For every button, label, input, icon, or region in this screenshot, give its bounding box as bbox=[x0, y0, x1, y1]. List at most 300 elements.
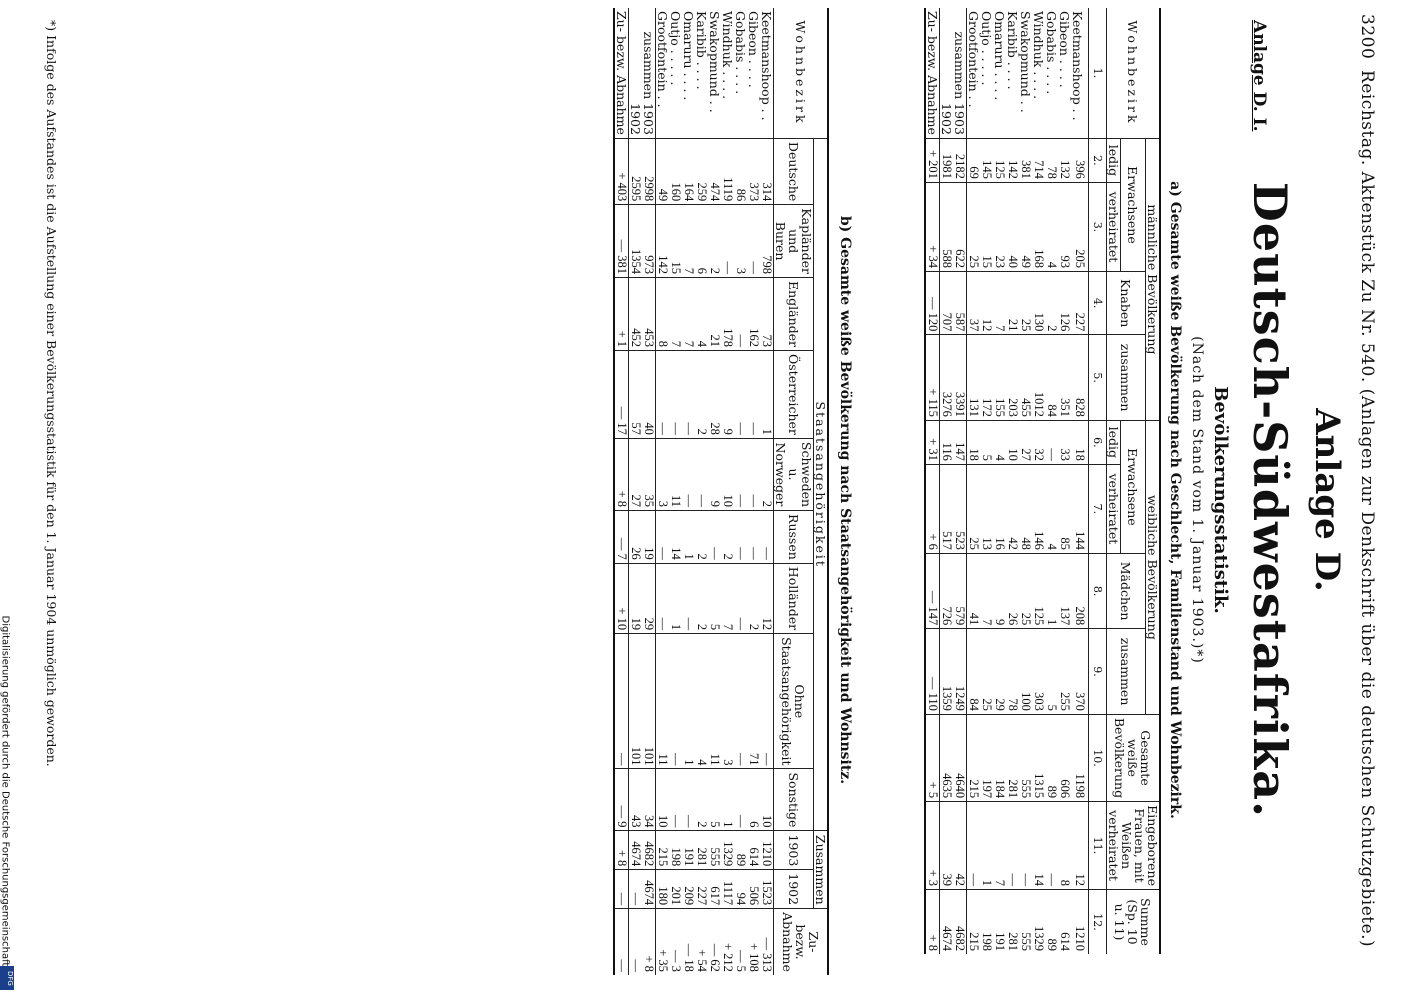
value-cell: — bbox=[656, 511, 670, 564]
annex-title: Anlage D. bbox=[1307, 408, 1347, 592]
value-cell: 26 bbox=[629, 511, 643, 564]
value-cell: — 18 bbox=[682, 909, 695, 975]
value-cell: — bbox=[760, 511, 774, 564]
column-number: 1. bbox=[1089, 8, 1107, 138]
value-cell: 73 bbox=[760, 277, 774, 350]
value-cell: 19 bbox=[642, 511, 656, 564]
value-cell: — 3 bbox=[669, 909, 682, 975]
value-cell: 155 bbox=[993, 335, 1006, 421]
value-cell: 164 bbox=[682, 138, 695, 204]
value-cell: — bbox=[682, 438, 695, 510]
value-cell: — bbox=[1045, 420, 1058, 464]
district-cell: Zu- bezw. Abnahme bbox=[614, 11, 629, 135]
value-cell: 227 bbox=[695, 870, 708, 909]
citizenship-col-header: Holländer bbox=[774, 563, 814, 633]
value-cell: 32 bbox=[1032, 420, 1045, 464]
value-cell: 9 bbox=[993, 553, 1006, 628]
citizenship-col-header: Russen bbox=[774, 511, 814, 564]
value-cell: 714 bbox=[1032, 138, 1045, 182]
value-cell: — 381 bbox=[614, 205, 629, 278]
value-cell: 1198 bbox=[1071, 714, 1089, 801]
value-cell: 7 bbox=[993, 802, 1006, 890]
value-cell: 5 bbox=[708, 769, 721, 831]
district-cell: Zu- bezw. Abnahme bbox=[925, 11, 940, 135]
value-cell: 78 bbox=[1006, 629, 1019, 715]
value-cell: 9 bbox=[721, 351, 734, 439]
value-cell: 8 bbox=[1058, 802, 1071, 890]
value-cell: — bbox=[1019, 802, 1032, 890]
value-cell: 125 bbox=[1032, 553, 1045, 628]
value-cell: 1523 bbox=[760, 870, 774, 909]
value-cell: 137 bbox=[1058, 553, 1071, 628]
value-cell: 94 bbox=[734, 870, 747, 909]
y1903-header: 1903 bbox=[774, 831, 814, 870]
value-cell: — 5 bbox=[734, 909, 747, 975]
value-cell: 3276 bbox=[940, 335, 954, 421]
value-cell: 2 bbox=[695, 563, 708, 633]
value-cell: 2 bbox=[760, 438, 774, 510]
value-cell: 10 bbox=[656, 769, 670, 831]
value-cell: 40 bbox=[1006, 182, 1019, 271]
value-cell: 1012 bbox=[1032, 335, 1045, 421]
value-cell: 4674 bbox=[940, 890, 954, 955]
value-cell: 579 bbox=[953, 553, 967, 628]
value-cell: 11 bbox=[669, 438, 682, 510]
value-cell: 12 bbox=[760, 563, 774, 633]
value-cell: 146 bbox=[1032, 464, 1045, 553]
value-cell: 5 bbox=[708, 563, 721, 633]
district-cell: Omaruru . . . . bbox=[681, 11, 696, 101]
value-cell: 35 bbox=[642, 438, 656, 510]
value-cell: + 8 bbox=[614, 438, 629, 510]
value-cell: — bbox=[629, 870, 643, 909]
female-total-header: zusammen bbox=[1107, 629, 1146, 715]
value-cell: — bbox=[629, 909, 643, 975]
value-cell: 198 bbox=[669, 831, 682, 870]
column-number: 9. bbox=[1089, 629, 1107, 715]
citizenship-col-header: Schweden u. Norweger bbox=[774, 438, 814, 510]
value-cell: 303 bbox=[1032, 629, 1045, 715]
value-cell: 314 bbox=[760, 138, 774, 204]
value-cell: 2 bbox=[695, 511, 708, 564]
value-cell: 215 bbox=[967, 890, 981, 955]
value-cell: 1119 bbox=[721, 138, 734, 204]
value-cell: 2 bbox=[708, 205, 721, 278]
value-cell: + 35 bbox=[656, 909, 670, 975]
value-cell: 4 bbox=[993, 420, 1006, 464]
district-cell: Swakopmund . . bbox=[707, 11, 722, 113]
value-cell: 209 bbox=[682, 870, 695, 909]
citizenship-col-header: Engländer bbox=[774, 277, 814, 350]
value-cell: 172 bbox=[980, 335, 993, 421]
value-cell: 160 bbox=[669, 138, 682, 204]
colony-title: Deutsch-Südwestafrika. bbox=[1243, 181, 1297, 819]
table-b bbox=[613, 8, 829, 975]
section-note: (Nach dem Stand vom 1. Januar 1903.)*) bbox=[1189, 336, 1205, 664]
male-single: ledig bbox=[1107, 138, 1121, 182]
value-cell: + 115 bbox=[925, 335, 940, 421]
value-cell: 71 bbox=[747, 634, 760, 769]
value-cell: 25 bbox=[967, 182, 981, 271]
value-cell: 26 bbox=[1006, 553, 1019, 628]
district-cell: Gibeon . . . . bbox=[1057, 11, 1072, 88]
value-cell: 178 bbox=[721, 277, 734, 350]
value-cell: 18 bbox=[1071, 420, 1089, 464]
value-cell: 1 bbox=[682, 634, 695, 769]
value-cell: 4674 bbox=[642, 870, 656, 909]
value-cell: 29 bbox=[993, 629, 1006, 715]
value-cell: 606 bbox=[1058, 714, 1071, 801]
value-cell: 587 bbox=[953, 271, 967, 334]
district-cell: Grootfontein . . bbox=[966, 11, 981, 108]
table-row bbox=[1019, 8, 1032, 954]
sum-header: Summe (Sp. 10 u. 11) bbox=[1107, 890, 1161, 955]
value-cell: + 10 bbox=[614, 563, 629, 633]
value-cell: 162 bbox=[747, 277, 760, 350]
value-cell: 617 bbox=[708, 870, 721, 909]
value-cell: 1329 bbox=[1032, 890, 1045, 955]
value-cell: 227 bbox=[1071, 271, 1089, 334]
running-title: Reichstag. Aktenstück Zu Nr. 540. (Anlagen zur Denkschrift über die deutschen Schutzgebiete.) bbox=[1357, 70, 1377, 948]
value-cell: 27 bbox=[629, 438, 643, 510]
value-cell: 3 bbox=[721, 634, 734, 769]
citizenship-col-header: Sonstige bbox=[774, 769, 814, 831]
value-cell: 49 bbox=[1019, 182, 1032, 271]
value-cell: — bbox=[682, 563, 695, 633]
table-row bbox=[1058, 8, 1071, 954]
citizenship-col-header: Ohne Staatsangehörigkeit bbox=[774, 634, 814, 769]
value-cell: 1 bbox=[721, 769, 734, 831]
value-cell: 517 bbox=[940, 464, 954, 553]
together-header: Zusammen bbox=[814, 831, 829, 909]
table-row bbox=[642, 8, 656, 975]
column-number: 7. bbox=[1089, 464, 1107, 553]
value-cell: 7 bbox=[669, 277, 682, 350]
value-cell: 588 bbox=[940, 182, 954, 271]
value-cell: — bbox=[1006, 802, 1019, 890]
value-cell: 1359 bbox=[940, 629, 954, 715]
value-cell: — bbox=[656, 351, 670, 439]
value-cell: 130 bbox=[1032, 271, 1045, 334]
value-cell: 255 bbox=[1058, 629, 1071, 715]
citizenship-col-header: Kapländer und Buren bbox=[774, 205, 814, 278]
value-cell: 15 bbox=[980, 182, 993, 271]
citizenship-col-header: Deutsche bbox=[774, 138, 814, 204]
value-cell: 191 bbox=[993, 890, 1006, 955]
value-cell: 197 bbox=[980, 714, 993, 801]
value-cell: 48 bbox=[1019, 464, 1032, 553]
value-cell: 144 bbox=[1071, 464, 1089, 553]
district-cell: Swakopmund . . bbox=[1018, 11, 1033, 113]
value-cell: — bbox=[708, 511, 721, 564]
table-row bbox=[708, 8, 721, 975]
value-cell: 14 bbox=[1032, 802, 1045, 890]
value-cell: 215 bbox=[656, 831, 670, 870]
value-cell: — bbox=[1045, 802, 1058, 890]
girls-header: Mädchen bbox=[1107, 553, 1146, 628]
value-cell: — bbox=[669, 351, 682, 439]
district-cell: Gobabis . . . . bbox=[1044, 11, 1059, 95]
value-cell: 84 bbox=[967, 629, 981, 715]
value-cell: 85 bbox=[1058, 464, 1071, 553]
value-cell: — bbox=[614, 909, 629, 975]
district-cell: Karibib . . . . bbox=[694, 11, 709, 90]
value-cell: 555 bbox=[1019, 890, 1032, 955]
value-cell: 973 bbox=[642, 205, 656, 278]
value-cell: 215 bbox=[967, 714, 981, 801]
value-cell: 18 bbox=[967, 420, 981, 464]
value-cell: — bbox=[734, 634, 747, 769]
table-a-caption: a) Gesamte weiße Bevölkerung nach Geschlecht, Familienstand und Wohnbezirk. bbox=[1167, 181, 1183, 819]
value-cell: — bbox=[669, 634, 682, 769]
value-cell: 4 bbox=[1045, 464, 1058, 553]
value-cell: 2595 bbox=[629, 138, 643, 204]
value-cell: 396 bbox=[1071, 138, 1089, 182]
table-row bbox=[925, 8, 940, 954]
value-cell: 7 bbox=[980, 553, 993, 628]
value-cell: 474 bbox=[708, 138, 721, 204]
female-adults: Erwachsene bbox=[1121, 420, 1146, 553]
value-cell: 23 bbox=[993, 182, 1006, 271]
district-cell: zusammen 1903 bbox=[641, 31, 656, 135]
value-cell: 4 bbox=[1045, 182, 1058, 271]
value-cell: 25 bbox=[967, 464, 981, 553]
value-cell: 37 bbox=[967, 271, 981, 334]
district-cell: Outjo . . . . . bbox=[979, 11, 994, 86]
value-cell: 351 bbox=[1058, 335, 1071, 421]
value-cell: 1981 bbox=[940, 138, 954, 182]
value-cell: 13 bbox=[980, 464, 993, 553]
value-cell: 370 bbox=[1071, 629, 1089, 715]
value-cell: 25 bbox=[1019, 271, 1032, 334]
value-cell: 205 bbox=[1071, 182, 1089, 271]
value-cell: 21 bbox=[708, 277, 721, 350]
value-cell: 4635 bbox=[940, 714, 954, 801]
value-cell: — 147 bbox=[925, 553, 940, 628]
district-cell: Grootfontein . . bbox=[655, 11, 670, 108]
value-cell: 3 bbox=[656, 438, 670, 510]
y1902-header: 1902 bbox=[774, 870, 814, 909]
value-cell: 5 bbox=[1045, 629, 1058, 715]
value-cell: 57 bbox=[629, 351, 643, 439]
table-row bbox=[967, 8, 981, 954]
value-cell: 42 bbox=[1006, 464, 1019, 553]
table-row bbox=[669, 8, 682, 975]
value-cell: + 108 bbox=[747, 909, 760, 975]
value-cell: — bbox=[682, 351, 695, 439]
value-cell: 25 bbox=[980, 629, 993, 715]
value-cell: 798 bbox=[760, 205, 774, 278]
value-cell: 2 bbox=[1045, 271, 1058, 334]
digitization-note: Digitalisierung gefördert durch die Deutsche Forschungsgemeinschaft bbox=[0, 615, 11, 967]
value-cell: 180 bbox=[656, 870, 670, 909]
value-cell: 78 bbox=[1045, 138, 1058, 182]
column-number: 2. bbox=[1089, 138, 1107, 182]
male-married: verheiratet bbox=[1107, 182, 1121, 271]
value-cell: 16 bbox=[993, 464, 1006, 553]
value-cell: 33 bbox=[1058, 420, 1071, 464]
value-cell: 523 bbox=[953, 464, 967, 553]
column-number: 5. bbox=[1089, 335, 1107, 421]
value-cell: 10 bbox=[721, 438, 734, 510]
value-cell: 42 bbox=[953, 802, 967, 890]
value-cell: — bbox=[734, 511, 747, 564]
value-cell: 145 bbox=[980, 138, 993, 182]
district-cell: 1902 bbox=[939, 103, 954, 135]
value-cell: 2 bbox=[695, 769, 708, 831]
value-cell: 281 bbox=[1006, 714, 1019, 801]
male-adults: Erwachsene bbox=[1121, 138, 1146, 271]
value-cell: 1 bbox=[1045, 553, 1058, 628]
value-cell: 19 bbox=[629, 563, 643, 633]
value-cell: 381 bbox=[1019, 138, 1032, 182]
district-cell: Keetmanshoop . . bbox=[759, 11, 774, 121]
value-cell: — 120 bbox=[925, 271, 940, 334]
value-cell: + 6 bbox=[925, 464, 940, 553]
female-header: weibliche Bevölkerung bbox=[1146, 420, 1161, 714]
value-cell: 3 bbox=[734, 205, 747, 278]
value-cell: + 403 bbox=[614, 138, 629, 204]
district-cell: Keetmanshoop . . bbox=[1070, 11, 1085, 121]
value-cell: 101 bbox=[642, 634, 656, 769]
value-cell: 1315 bbox=[1032, 714, 1045, 801]
value-cell: 1210 bbox=[760, 831, 774, 870]
value-cell: 1 bbox=[682, 511, 695, 564]
table-row bbox=[656, 8, 670, 975]
value-cell: + 3 bbox=[925, 802, 940, 890]
value-cell: + 5 bbox=[925, 714, 940, 801]
value-cell: 198 bbox=[980, 890, 993, 955]
value-cell: 89 bbox=[1045, 714, 1058, 801]
value-cell: 1354 bbox=[629, 205, 643, 278]
table-row bbox=[695, 8, 708, 975]
value-cell: 11 bbox=[656, 634, 670, 769]
value-cell: 1249 bbox=[953, 629, 967, 715]
value-cell: 100 bbox=[1019, 629, 1032, 715]
table-row bbox=[629, 8, 643, 975]
value-cell: 43 bbox=[629, 769, 643, 831]
value-cell: — 313 bbox=[760, 909, 774, 975]
value-cell: 142 bbox=[1006, 138, 1019, 182]
value-cell: 4682 bbox=[642, 831, 656, 870]
table-b-caption: b) Gesamte weiße Bevölkerung nach Staatsangehörigkeit und Wohnsitz. bbox=[837, 215, 853, 785]
table-row bbox=[760, 8, 774, 975]
native-wives-header: Eingeborene Frauen, mit Weißen verheiratet bbox=[1107, 802, 1161, 890]
value-cell: — bbox=[747, 438, 760, 510]
table-row bbox=[993, 8, 1006, 954]
table-row bbox=[1071, 8, 1089, 954]
value-cell: 10 bbox=[1006, 420, 1019, 464]
female-married: verheiratet bbox=[1107, 464, 1121, 553]
value-cell: 2998 bbox=[642, 138, 656, 204]
value-cell: 614 bbox=[1058, 890, 1071, 955]
value-cell: — 62 bbox=[708, 909, 721, 975]
female-single: ledig bbox=[1107, 420, 1121, 464]
value-cell: 147 bbox=[953, 420, 967, 464]
value-cell: 555 bbox=[1019, 714, 1032, 801]
value-cell: 69 bbox=[967, 138, 981, 182]
value-cell: — 17 bbox=[614, 351, 629, 439]
table-row bbox=[614, 8, 629, 975]
table-row bbox=[682, 8, 695, 975]
male-total-header: zusammen bbox=[1107, 335, 1146, 421]
value-cell: 131 bbox=[967, 335, 981, 421]
value-cell: 168 bbox=[1032, 182, 1045, 271]
table-row bbox=[721, 8, 734, 975]
value-cell: 208 bbox=[1071, 553, 1089, 628]
value-cell: 84 bbox=[1045, 335, 1058, 421]
change-header: Zu- bezw. Abnahme bbox=[774, 909, 829, 975]
value-cell: — bbox=[695, 438, 708, 510]
value-cell: 3391 bbox=[953, 335, 967, 421]
value-cell: 614 bbox=[747, 831, 760, 870]
value-cell: 1 bbox=[980, 802, 993, 890]
value-cell: 142 bbox=[656, 205, 670, 278]
value-cell: 259 bbox=[695, 138, 708, 204]
value-cell: 4 bbox=[695, 634, 708, 769]
value-cell: 191 bbox=[682, 831, 695, 870]
district-cell: Gibeon . . . . bbox=[746, 11, 761, 88]
value-cell: 15 bbox=[669, 205, 682, 278]
value-cell: 1 bbox=[669, 563, 682, 633]
value-cell: 25 bbox=[1019, 553, 1032, 628]
value-cell: 12 bbox=[1071, 802, 1089, 890]
value-cell: 203 bbox=[1006, 335, 1019, 421]
value-cell: + 8 bbox=[614, 831, 629, 870]
value-cell: 14 bbox=[669, 511, 682, 564]
value-cell: — bbox=[614, 634, 629, 769]
value-cell: + 31 bbox=[925, 420, 940, 464]
value-cell: 28 bbox=[708, 351, 721, 439]
value-cell: — bbox=[967, 802, 981, 890]
male-header: männliche Bevölkerung bbox=[1146, 138, 1161, 420]
table-row bbox=[1006, 8, 1019, 954]
column-number: 3. bbox=[1089, 182, 1107, 271]
footnote: *) Infolge des Aufstandes ist die Aufstellung einer Bevölkerungsstatistik für den 1. Januar 1904 unmöglich geworden. bbox=[44, 20, 59, 767]
value-cell: 40 bbox=[642, 351, 656, 439]
value-cell: — bbox=[682, 769, 695, 831]
col-district: Wohnbezirk bbox=[1107, 8, 1161, 138]
value-cell: 828 bbox=[1071, 335, 1089, 421]
value-cell: + 201 bbox=[925, 138, 940, 182]
value-cell: + 8 bbox=[925, 890, 940, 955]
value-cell: 555 bbox=[708, 831, 721, 870]
value-cell: 4674 bbox=[629, 831, 643, 870]
district-cell: Omaruru . . . . bbox=[992, 11, 1007, 101]
value-cell: — bbox=[614, 870, 629, 909]
value-cell: 506 bbox=[747, 870, 760, 909]
district-cell: zusammen 1903 bbox=[952, 31, 967, 135]
value-cell: 21 bbox=[1006, 271, 1019, 334]
value-cell: 1329 bbox=[721, 831, 734, 870]
value-cell: 2 bbox=[721, 511, 734, 564]
district-cell: Windhuk . . . . bbox=[720, 11, 735, 100]
value-cell: — 9 bbox=[614, 769, 629, 831]
value-cell: 29 bbox=[642, 563, 656, 633]
value-cell: 93 bbox=[1058, 182, 1071, 271]
col-district-b: Wohnbezirk bbox=[774, 8, 829, 138]
value-cell: 7 bbox=[993, 271, 1006, 334]
value-cell: 726 bbox=[940, 553, 954, 628]
value-cell: 1210 bbox=[1071, 890, 1089, 955]
value-cell: 4 bbox=[695, 277, 708, 350]
column-number: 8. bbox=[1089, 553, 1107, 628]
value-cell: 41 bbox=[967, 553, 981, 628]
value-cell: 125 bbox=[993, 138, 1006, 182]
value-cell: 101 bbox=[629, 634, 643, 769]
table-row bbox=[980, 8, 993, 954]
value-cell: 7 bbox=[682, 205, 695, 278]
